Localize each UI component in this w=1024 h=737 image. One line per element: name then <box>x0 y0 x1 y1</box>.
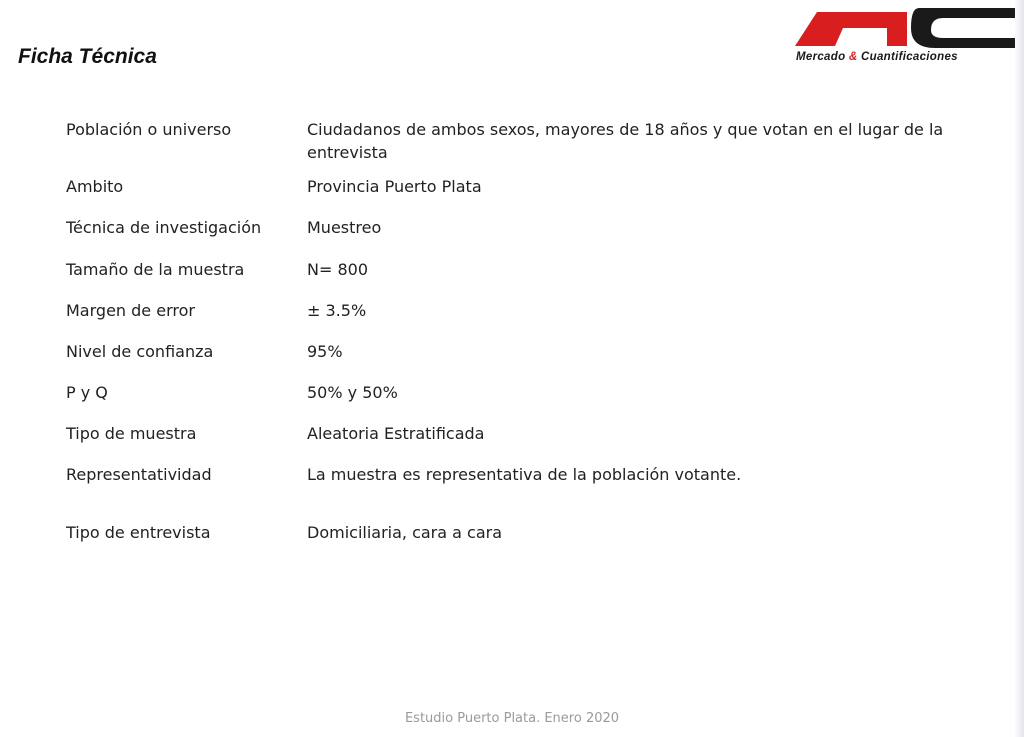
row-value: ± 3.5% <box>307 301 367 320</box>
row-value: N= 800 <box>307 260 368 279</box>
row-value: 95% <box>307 342 343 361</box>
row-value: Domiciliaria, cara a cara <box>307 523 503 542</box>
row-label: Tamaño de la muestra <box>66 260 245 279</box>
row-value: La muestra es representativa de la población votante. <box>307 465 742 484</box>
row-label: Técnica de investigación <box>66 218 262 237</box>
row-label: Población o universo <box>66 120 232 139</box>
row-label: Tipo de muestra <box>66 424 197 443</box>
logo-word-mercado: Mercado <box>796 51 846 63</box>
logo-word-cuantificaciones: Cuantificaciones <box>861 51 958 63</box>
page-title: Ficha Técnica <box>18 45 157 68</box>
row-value: 50% y 50% <box>307 383 398 402</box>
row-label: Tipo de entrevista <box>66 523 211 542</box>
row-value: Ciudadanos de ambos sexos, mayores de 18 años y que votan en el lugar de la entrevista <box>307 120 944 162</box>
page-edge-shadow <box>1014 0 1024 737</box>
technical-sheet-table <box>66 0 966 737</box>
row-label: Representatividad <box>66 465 212 484</box>
logo-ampersand: & <box>848 51 858 63</box>
row-value: Aleatoria Estratificada <box>307 424 485 443</box>
row-value: Muestreo <box>307 218 382 237</box>
row-label: P y Q <box>66 383 108 402</box>
row-label: Ambito <box>66 177 124 196</box>
row-label: Margen de error <box>66 301 195 320</box>
row-value: Provincia Puerto Plata <box>307 177 482 196</box>
row-label: Nivel de confianza <box>66 342 214 361</box>
footer-text: Estudio Puerto Plata. Enero 2020 <box>404 711 620 726</box>
